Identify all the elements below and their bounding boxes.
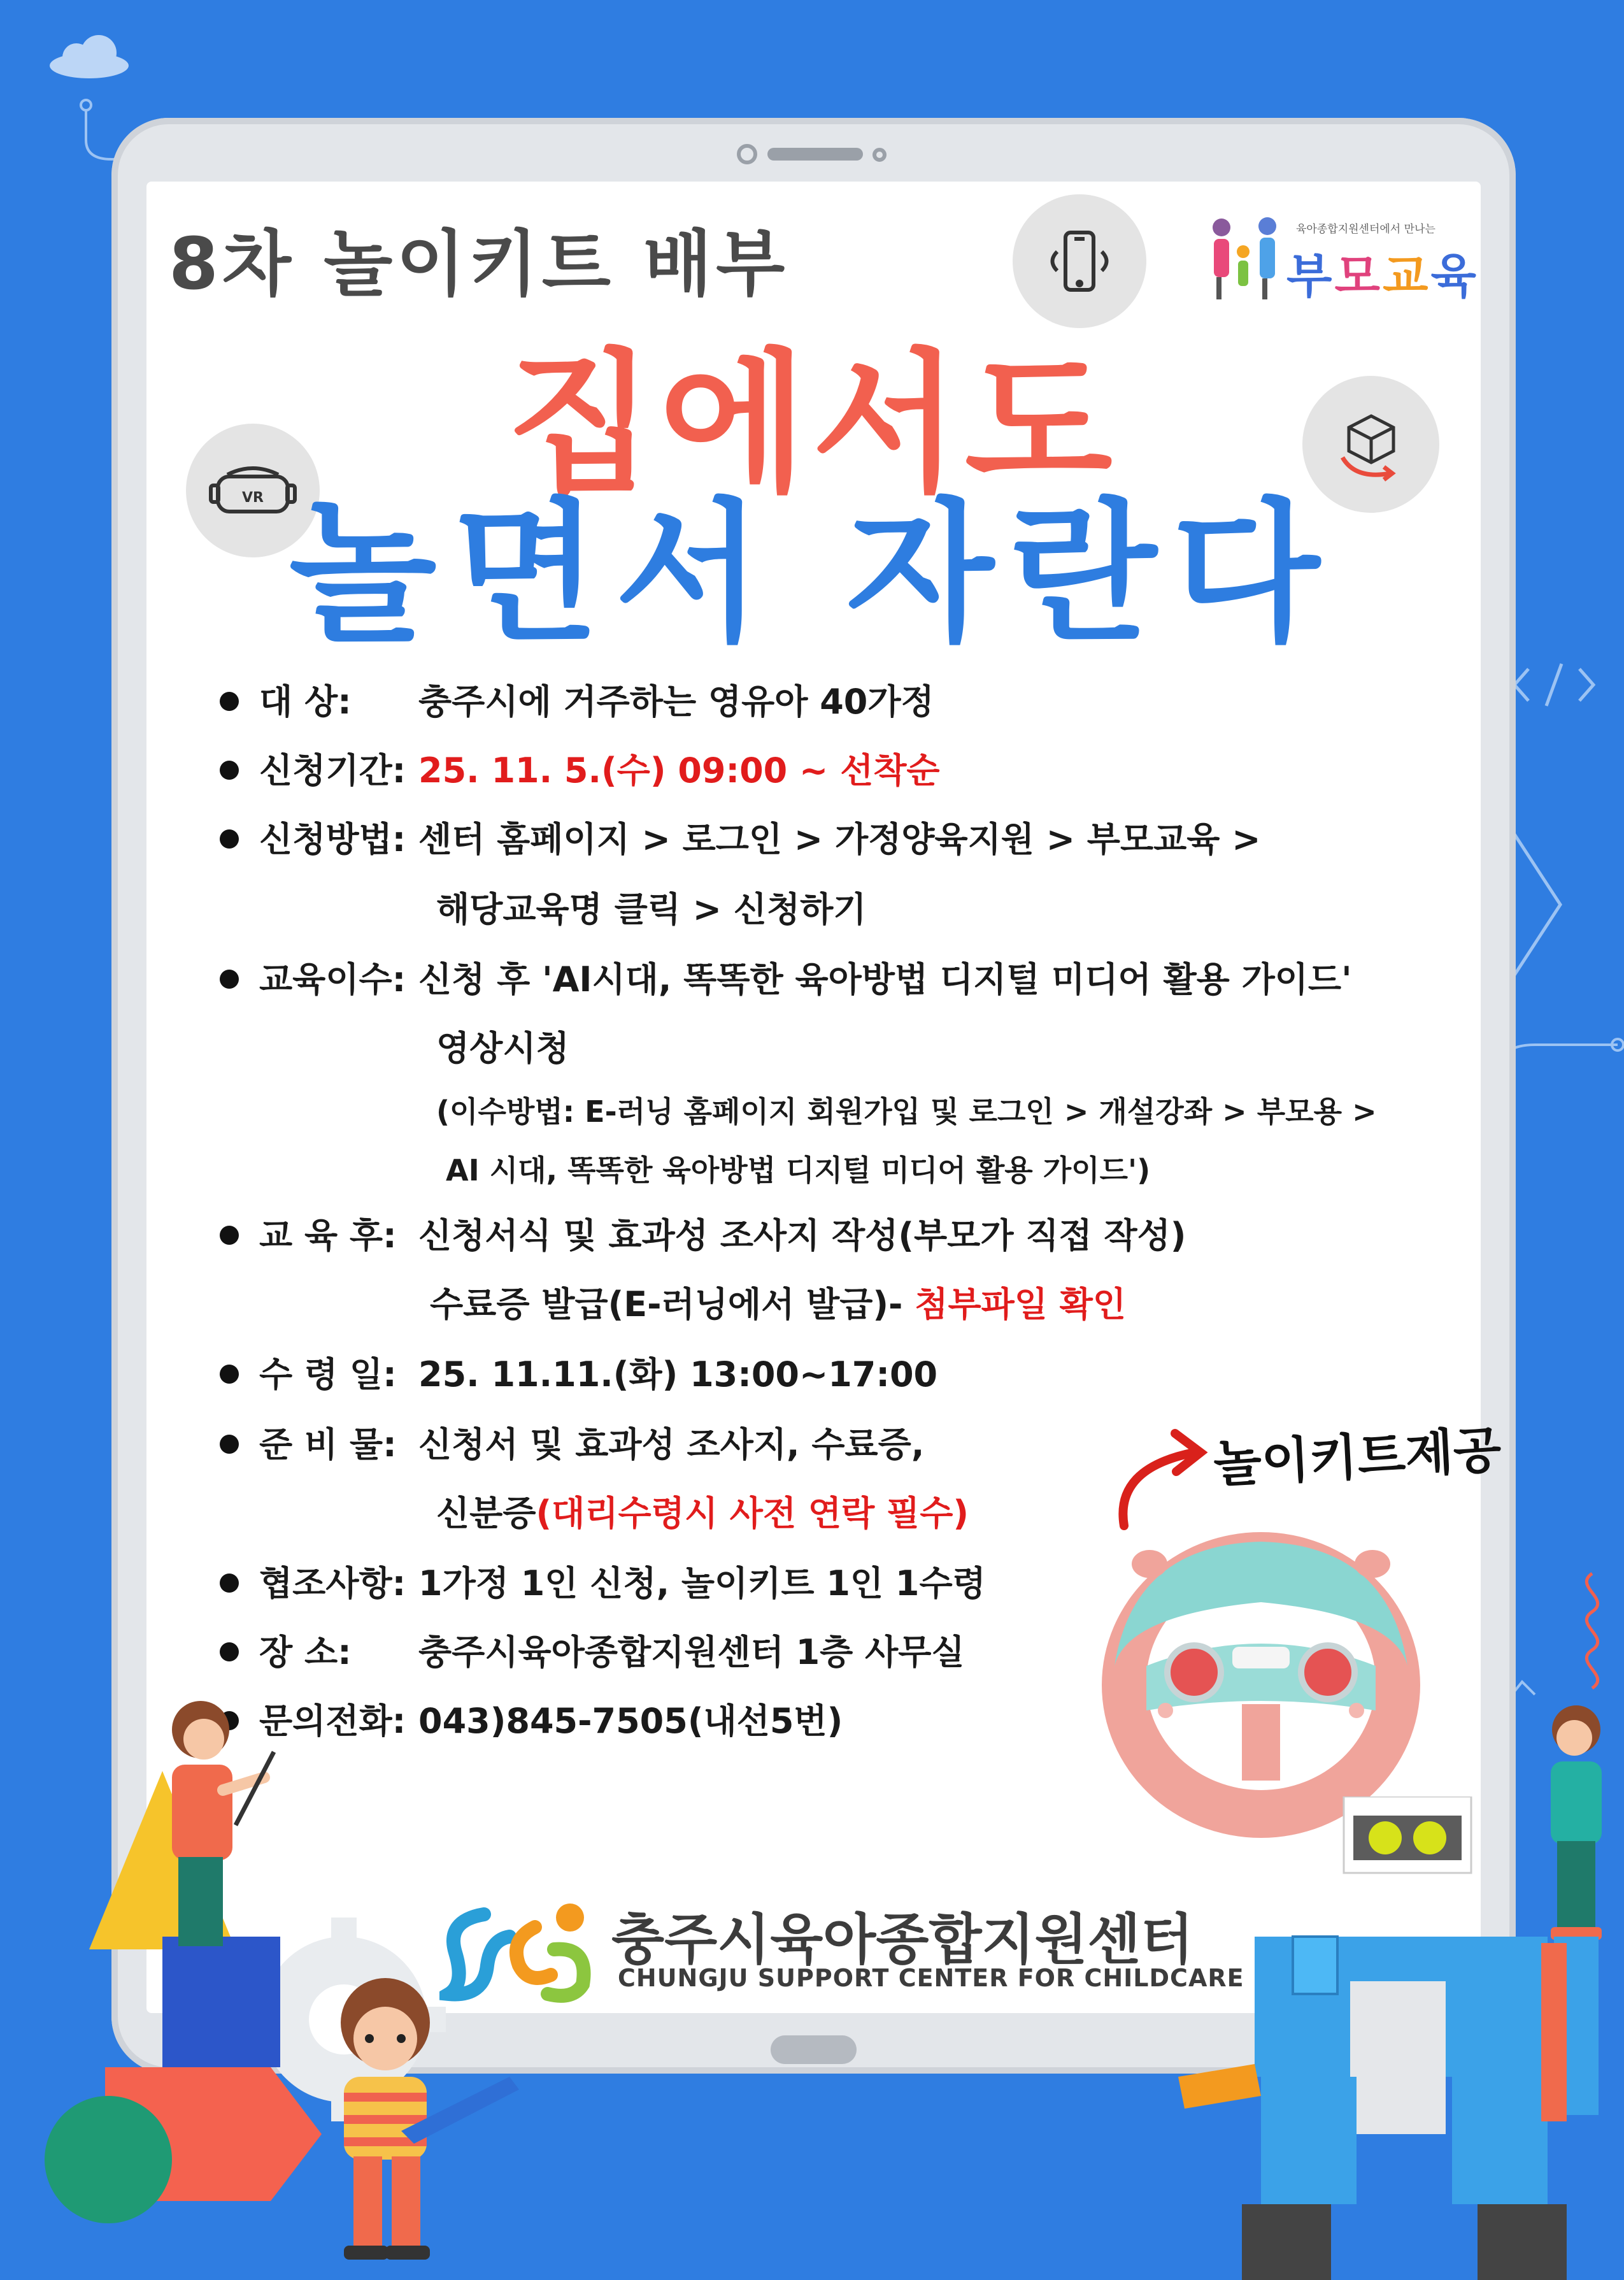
center-name-en: CHUNGJU SUPPORT CENTER FOR CHILDCARE bbox=[618, 1964, 1244, 1992]
info-label: 협조사항: bbox=[259, 1563, 406, 1603]
bullet-icon bbox=[220, 1226, 239, 1245]
family-icon bbox=[1204, 213, 1286, 303]
info-row-period bbox=[220, 750, 940, 792]
info-value-continued: 해당교육명 클릭 > 신청하기 bbox=[436, 889, 867, 929]
sensor-dot bbox=[873, 148, 887, 162]
phone-rotate-icon bbox=[1013, 194, 1146, 328]
info-value: 충주시에 거주하는 영유아 40가정 bbox=[418, 682, 934, 722]
cloud-icon bbox=[45, 35, 134, 82]
proxy-notice: (대리수령시 사전 연락 필수) bbox=[536, 1493, 969, 1533]
home-button bbox=[771, 2035, 857, 2064]
parent-education-brand bbox=[1204, 207, 1479, 309]
course-note: AI 시대, 똑똑한 육아방법 디지털 미디어 활용 가이드') bbox=[446, 1153, 1151, 1187]
info-value-continued bbox=[436, 1493, 969, 1535]
info-label: 신청기간: bbox=[259, 750, 406, 791]
info-value: 043)845-7505(내선5번) bbox=[418, 1701, 843, 1741]
info-row-course bbox=[220, 959, 1352, 1001]
bullet-icon bbox=[220, 829, 239, 849]
bullet-icon bbox=[220, 1642, 239, 1661]
speaker-bar bbox=[767, 148, 863, 161]
curved-arrow-icon bbox=[1105, 1424, 1220, 1535]
headline-line-2: 놀면서 자란다 bbox=[288, 484, 1336, 663]
info-row-target bbox=[220, 682, 934, 723]
kit-title: 8차 놀이키트 배부 bbox=[169, 223, 789, 306]
brand-subtitle: 육아종합지원센터에서 만나는 bbox=[1296, 223, 1435, 236]
brand-char: 부 bbox=[1286, 249, 1335, 304]
info-label: 문의전화: bbox=[259, 1701, 406, 1741]
info-label: 수 령 일: bbox=[259, 1354, 397, 1395]
info-value: 신청서 및 효과성 조사지, 수료증, bbox=[418, 1424, 925, 1465]
info-value: 25. 11. 5.(수) 09:00 ~ 선착순 bbox=[418, 750, 940, 791]
info-value: 수료증 발급(E-러닝에서 발급)- bbox=[430, 1284, 903, 1324]
info-label: 교 육 후: bbox=[259, 1215, 397, 1256]
info-label: 신청방법: bbox=[259, 819, 406, 859]
brand-char: 교 bbox=[1382, 249, 1431, 304]
info-label: 교육이수: bbox=[259, 959, 406, 1000]
circuit-line-decoration bbox=[1497, 1019, 1624, 1175]
info-row-place bbox=[220, 1632, 965, 1674]
squiggle-decoration bbox=[1567, 1567, 1618, 1697]
brand-title bbox=[1286, 239, 1479, 306]
info-label: 대 상: bbox=[259, 682, 352, 722]
bullet-icon bbox=[220, 692, 239, 711]
vr-label: VR bbox=[242, 490, 264, 506]
info-row-receive bbox=[220, 1354, 937, 1396]
blue-block-shape bbox=[162, 1937, 280, 2067]
bullet-icon bbox=[220, 1365, 239, 1384]
info-value: 1가정 1인 신청, 놀이키트 1인 1수령 bbox=[418, 1563, 986, 1603]
course-note: (이수방법: E-러닝 홈페이지 회원가입 및 로그인 > 개설강좌 > 부모용 > bbox=[436, 1094, 1377, 1129]
bullet-icon bbox=[220, 1435, 239, 1454]
brand-char: 모 bbox=[1334, 249, 1383, 304]
info-row-prep bbox=[220, 1424, 924, 1466]
info-value: 신청 후 'AI시대, 똑똑한 육아방법 디지털 미디어 활용 가이드' bbox=[418, 959, 1352, 1000]
info-row-method bbox=[220, 819, 1261, 861]
info-value: 신청서식 및 효과성 조사지 작성(부모가 직접 작성) bbox=[418, 1215, 1186, 1256]
info-value-continued bbox=[430, 1284, 1126, 1326]
info-value: 25. 11.11.(화) 13:00~17:00 bbox=[418, 1354, 938, 1395]
green-circle-shape bbox=[45, 2096, 172, 2223]
camera-dot bbox=[737, 144, 757, 164]
info-row-after bbox=[220, 1215, 1186, 1257]
info-label: 준 비 물: bbox=[259, 1424, 397, 1465]
robot-illustration bbox=[1159, 1796, 1618, 2280]
bullet-icon bbox=[220, 1574, 239, 1593]
code-brackets-icon bbox=[1509, 656, 1599, 716]
info-value-continued: 영상시청 bbox=[436, 1028, 569, 1068]
info-row-contact bbox=[220, 1701, 843, 1742]
brand-char: 육 bbox=[1430, 249, 1479, 304]
child-with-pencil-illustration bbox=[153, 1695, 293, 1952]
child-with-laptop-illustration bbox=[299, 1975, 529, 2264]
attachment-notice: 첨부파일 확인 bbox=[915, 1284, 1127, 1324]
bullet-icon bbox=[220, 761, 239, 780]
info-value: 신분증 bbox=[436, 1493, 536, 1533]
center-name-kr: 충주시육아종합지원센터 bbox=[611, 1908, 1193, 1972]
headline-line-1: 집에서도 bbox=[506, 334, 1118, 513]
info-label: 장 소: bbox=[259, 1632, 352, 1672]
info-row-coop bbox=[220, 1563, 986, 1605]
chevron-right-icon bbox=[1509, 828, 1567, 984]
info-value: 센터 홈페이지 > 로그인 > 가정양육지원 > 부모교육 > bbox=[418, 819, 1261, 859]
bullet-icon bbox=[220, 970, 239, 989]
center-logo bbox=[439, 1889, 1244, 2004]
kit-provide-label: 놀이키트제공 bbox=[1212, 1421, 1503, 1494]
info-value: 충주시육아종합지원센터 1층 사무실 bbox=[418, 1632, 965, 1672]
